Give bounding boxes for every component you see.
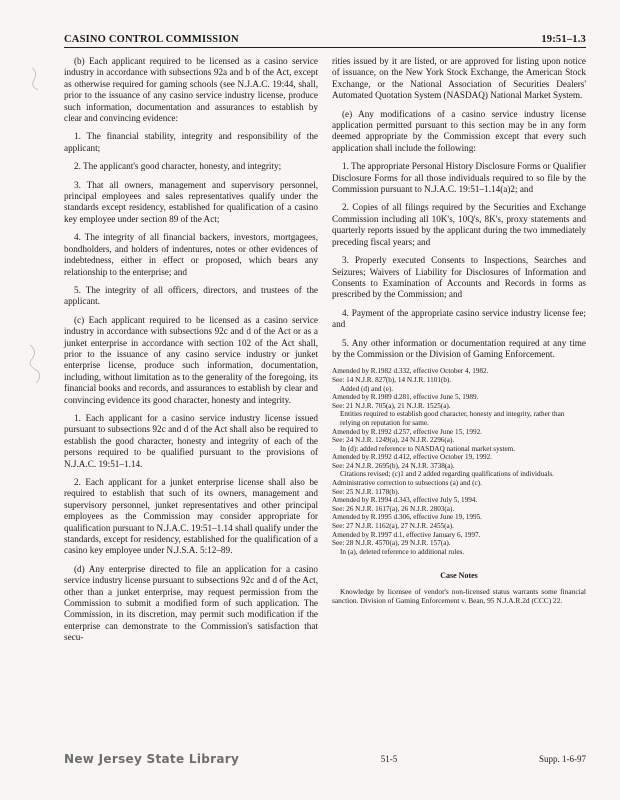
history-line: Amended by R.1982 d.332, effective October 4, 1982. bbox=[332, 367, 489, 376]
paragraph-e-1: 1. The appropriate Personal History Disclosure Forms or Qualifier Disclosure Forms for all those individuals required to so file by the Commission pursuant to N.J.A.C. 19:51–1.14(a)2; and bbox=[332, 161, 587, 195]
history-line: See: 21 N.J.R. 705(a), 21 N.J.R. 1525(a). bbox=[332, 401, 451, 410]
history-line: Citations revised; (c)1 and 2 added regarding qualifications of individuals. bbox=[340, 470, 554, 479]
history-line: Amended by R.1994 d.343, effective July 5, 1994. bbox=[332, 496, 478, 505]
left-column bbox=[64, 56, 318, 651]
history-line: See: 14 N.J.R. 827(b), 14 N.J.R. 1101(b). bbox=[332, 375, 452, 384]
amendment-history bbox=[332, 367, 586, 556]
supplement-date: Supp. 1-6-97 bbox=[539, 754, 586, 764]
paragraph-b-3: 3. That all owners, management and supervisory personnel, principal employees and sales representatives qualify under the standards except residency, established for qualification of a casino key employee under section 89 of the Act; bbox=[64, 179, 318, 224]
paragraph-e-2: 2. Copies of all filings required by the Securities and Exchange Commission including all 10K's, 10Q's, 8K's, proxy statements and quarterly reports issued by the applicant during the two immediately preceding fiscal years; and bbox=[332, 202, 586, 247]
header-section-number: 19:51–1.3 bbox=[541, 34, 586, 45]
history-line: In (a), deleted reference to additional rules. bbox=[340, 547, 465, 556]
history-line: Amended by R.1995 d.306, effective June 19, 1995. bbox=[332, 513, 482, 522]
history-line: Amended by R.1989 d.281, effective June 5, 1989. bbox=[332, 393, 479, 402]
paragraph-d-continued: rities issued by it are listed, or are approved for listing upon notice of issuance, on the New York Stock Exchange, the American Stock Exchange, or the National Association of Securities Dealers' Automated Quotation System (NASDAQ) National Market System. bbox=[332, 56, 586, 101]
case-notes-text: Knowledge by licensee of vendor's non-licensed status warrants some financial sanction. Division of Gaming Enforcement v. Bean, 95 N.J.A.R.2d (CCC) 22. bbox=[332, 586, 586, 605]
paragraph-b-1: 1. The financial stability, integrity and responsibility of the applicant; bbox=[64, 131, 318, 153]
history-line: See: 27 N.J.R. 1162(a), 27 N.J.R. 2455(a). bbox=[332, 522, 454, 531]
history-line: Amended by R.1992 d.257, effective June 15, 1992. bbox=[332, 427, 482, 436]
header-title: CASINO CONTROL COMMISSION bbox=[64, 34, 239, 45]
paragraph-b: (b) Each applicant required to be licensed as a casino service industry in accordance with subsections 92a and b of the Act, except as otherwise required for gaming schools (see N.J.A.C. 19:44, shall, prior to the issuance of any casino service industry license, produce such information, documentation and assurances to establish by clear and convincing evidence: bbox=[64, 56, 318, 124]
right-column bbox=[332, 56, 586, 605]
library-stamp: New Jersey State Library bbox=[64, 752, 240, 766]
history-line: See: 24 N.J.R. 2695(b), 24 N.J.R. 3738(a). bbox=[332, 461, 455, 470]
history-line: See: 24 N.J.R. 1249(a), 24 N.J.R. 2296(a). bbox=[332, 436, 455, 445]
paragraph-c-2: 2. Each applicant for a junket enterprise license shall also be required to establish that such of its owners, management and supervisory personnel, junket representatives and other principal employees as the Commission may consider appropriate for qualification pursuant to N.J.A.C. 19:51–1.14 shall qualify under the standards, except for residency, established for the qualification of a casino key employee under N.J.S.A. 5:12–89. bbox=[64, 477, 318, 556]
paragraph-b-4: 4. The integrity of all financial backers, investors, mortgagees, bondholders, and holders of indentures, notes or other evidences of indebtedness, either in effect or proposed, which bears any relationship to the enterprise; and bbox=[64, 232, 318, 277]
history-line: Added (d) and (e). bbox=[340, 384, 394, 393]
history-line: See: 28 N.J.R. 4570(a), 29 N.J.R. 157(a). bbox=[332, 539, 451, 548]
history-line: Administrative correction to subsections (a) and (c). bbox=[332, 479, 482, 488]
history-line: See: 25 N.J.R. 1178(b). bbox=[332, 487, 400, 496]
paragraph-d: (d) Any enterprise directed to file an application for a casino service industry license pursuant to subsections 92c and d of the Act, other than a junket enterprise, may request permission from the Commission to submit a modified form of such application. The Commission, in its discretion, may permit such modification if the enterprise can demonstrate to the Commission's satisfaction that secu- bbox=[64, 563, 318, 643]
history-line: Entities required to establish good character, honesty and integrity, rather than relying on reputation for same. bbox=[340, 410, 565, 427]
history-line: In (d): added reference to NASDAQ national market system. bbox=[340, 444, 516, 453]
paragraph-e-4: 4. Payment of the appropriate casino service industry license fee; and bbox=[332, 307, 586, 330]
history-line: See: 26 N.J.R. 1617(a), 26 N.J.R. 2803(a). bbox=[332, 504, 455, 513]
paragraph-e: (e) Any modifications of a casino service industry license application permitted pursuant to this section may be in any form deemed appropriate by the Commission except that every such application shall include the following: bbox=[332, 108, 586, 153]
running-header bbox=[64, 34, 586, 48]
paragraph-e-5: 5. Any other information or documentation required at any time by the Commission or the Division of Gaming Enforcement. bbox=[332, 337, 586, 359]
page-number: 51-5 bbox=[380, 754, 398, 764]
page-footer bbox=[64, 752, 586, 766]
margin-punch-marks bbox=[22, 60, 48, 440]
case-notes-heading: Case Notes bbox=[440, 571, 478, 581]
paragraph-b-5: 5. The integrity of all officers, directors, and trustees of the applicant. bbox=[64, 284, 318, 307]
paragraph-e-3: 3. Properly executed Consents to Inspections, Searches and Seizures; Waivers of Liability for Disclosures of Information and Consents to Examination of Accounts and Records in forms as prescribed by the Commission; and bbox=[332, 255, 586, 300]
paragraph-c-1: 1. Each applicant for a casino service industry license issued pursuant to subsections 92c and d of the Act shall also be required to establish the good character, honesty and integrity of each of the persons required to be qualified pursuant to the provisions of N.J.A.C. 19:51–1.14. bbox=[64, 412, 318, 469]
paragraph-b-2: 2. The applicant's good character, honesty, and integrity; bbox=[74, 161, 282, 172]
history-line: Amended by R.1992 d.412, effective October 19, 1992. bbox=[332, 453, 492, 462]
history-line: Amended by R.1997 d.1, effective January 6, 1997. bbox=[332, 530, 481, 539]
paragraph-c: (c) Each applicant required to be licensed as a casino service industry in accordance with subsections 92c and d of the Act or as a junket enterprise in accordance with section 102 of the Act shall, prior to the issuance of any casino service industry or junket enterprise license, produce such information, documentation, including, without limitation as to the generality of the foregoing, its financial books and records, and assurances to establish by clear and convincing evidence its good character, honesty and integrity. bbox=[64, 314, 318, 405]
